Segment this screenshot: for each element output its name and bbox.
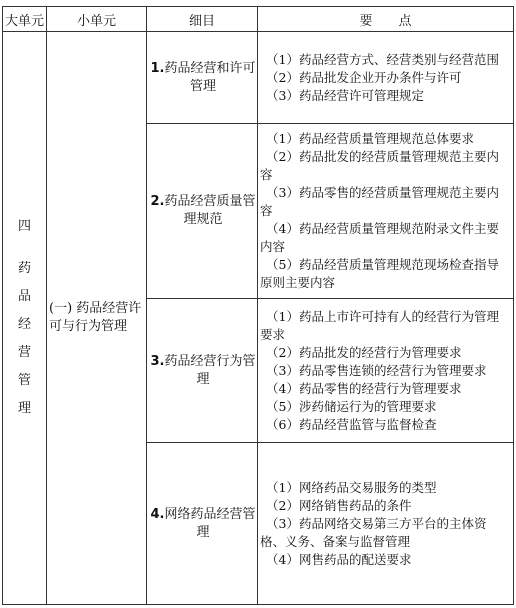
point-line: （3）药品经营许可管理规定: [266, 87, 424, 103]
big-unit-char: 品: [17, 289, 31, 304]
item-number: 3.: [150, 353, 165, 369]
big-unit-char: 理: [17, 401, 31, 416]
header-item: 细目: [147, 7, 258, 32]
point-line: （6）药品经营监管与监督检查: [266, 416, 437, 432]
points-cell: [258, 299, 514, 443]
item-cell: [147, 124, 258, 299]
big-unit-char: 四: [17, 219, 31, 234]
header-row: [3, 7, 514, 32]
header-small-unit: 小单元: [47, 7, 147, 32]
point-line: （3）药品网络交易第三方平台的主体资格、义务、备案与监督管理: [260, 515, 487, 549]
point-line: （2）药品批发的经营质量管理规范主要内容: [260, 149, 499, 182]
item-number: 2.: [150, 194, 165, 209]
point-line: （2）网络销售药品的条件: [266, 497, 412, 513]
big-unit-char: 经: [17, 317, 31, 332]
point-line: （1）药品经营质量管理规范总体要求: [266, 131, 474, 146]
point-line: （3）药品零售的经营质量管理规范主要内容: [260, 185, 499, 218]
point-line: （1）药品经营方式、经营类别与经营范围: [266, 51, 499, 67]
item-title: 药品经营质量管理规范: [164, 194, 256, 227]
point-line: （5）涉药储运行为的管理要求: [266, 398, 437, 414]
item-title: 药品经营行为管理: [164, 353, 256, 387]
points-cell: [258, 124, 514, 299]
header-big-unit: 大单元: [3, 7, 47, 32]
point-line: （3）药品零售连锁的经营行为管理要求: [266, 362, 487, 378]
syllabus-table: [2, 6, 514, 605]
item-title: 药品经营和许可管理: [164, 60, 256, 94]
points-cell: [258, 32, 514, 124]
big-unit-cell: [3, 32, 47, 605]
point-line: （4）药品零售的经营行为管理要求: [266, 380, 462, 396]
point-line: （5）药品经营质量管理规范现场检查指导原则主要内容: [260, 257, 499, 290]
point-line: （1）药品上市许可持有人的经营行为管理要求: [260, 308, 499, 342]
item-title: 网络药品经营管理: [164, 506, 256, 540]
point-line: （2）药品批发的经营行为管理要求: [266, 344, 462, 360]
small-unit-cell: (一) 药品经营许可与行为管理: [47, 32, 147, 605]
item-cell: [147, 443, 258, 605]
big-unit-char: 营: [17, 345, 31, 360]
big-unit-char: 管: [17, 373, 31, 388]
point-line: （2）药品批发企业开办条件与许可: [266, 69, 462, 85]
table-row: [3, 32, 514, 124]
point-line: （4）药品经营质量管理规范附录文件主要内容: [260, 221, 499, 254]
item-number: 1.: [150, 60, 165, 76]
point-line: （1）网络药品交易服务的类型: [266, 479, 437, 495]
points-cell: [258, 443, 514, 605]
big-unit-char: 药: [17, 261, 31, 276]
header-points: 要 点: [258, 7, 514, 32]
item-cell: [147, 32, 258, 124]
point-line: （4）网售药品的配送要求: [266, 551, 412, 567]
item-number: 4.: [150, 506, 165, 522]
item-cell: [147, 299, 258, 443]
